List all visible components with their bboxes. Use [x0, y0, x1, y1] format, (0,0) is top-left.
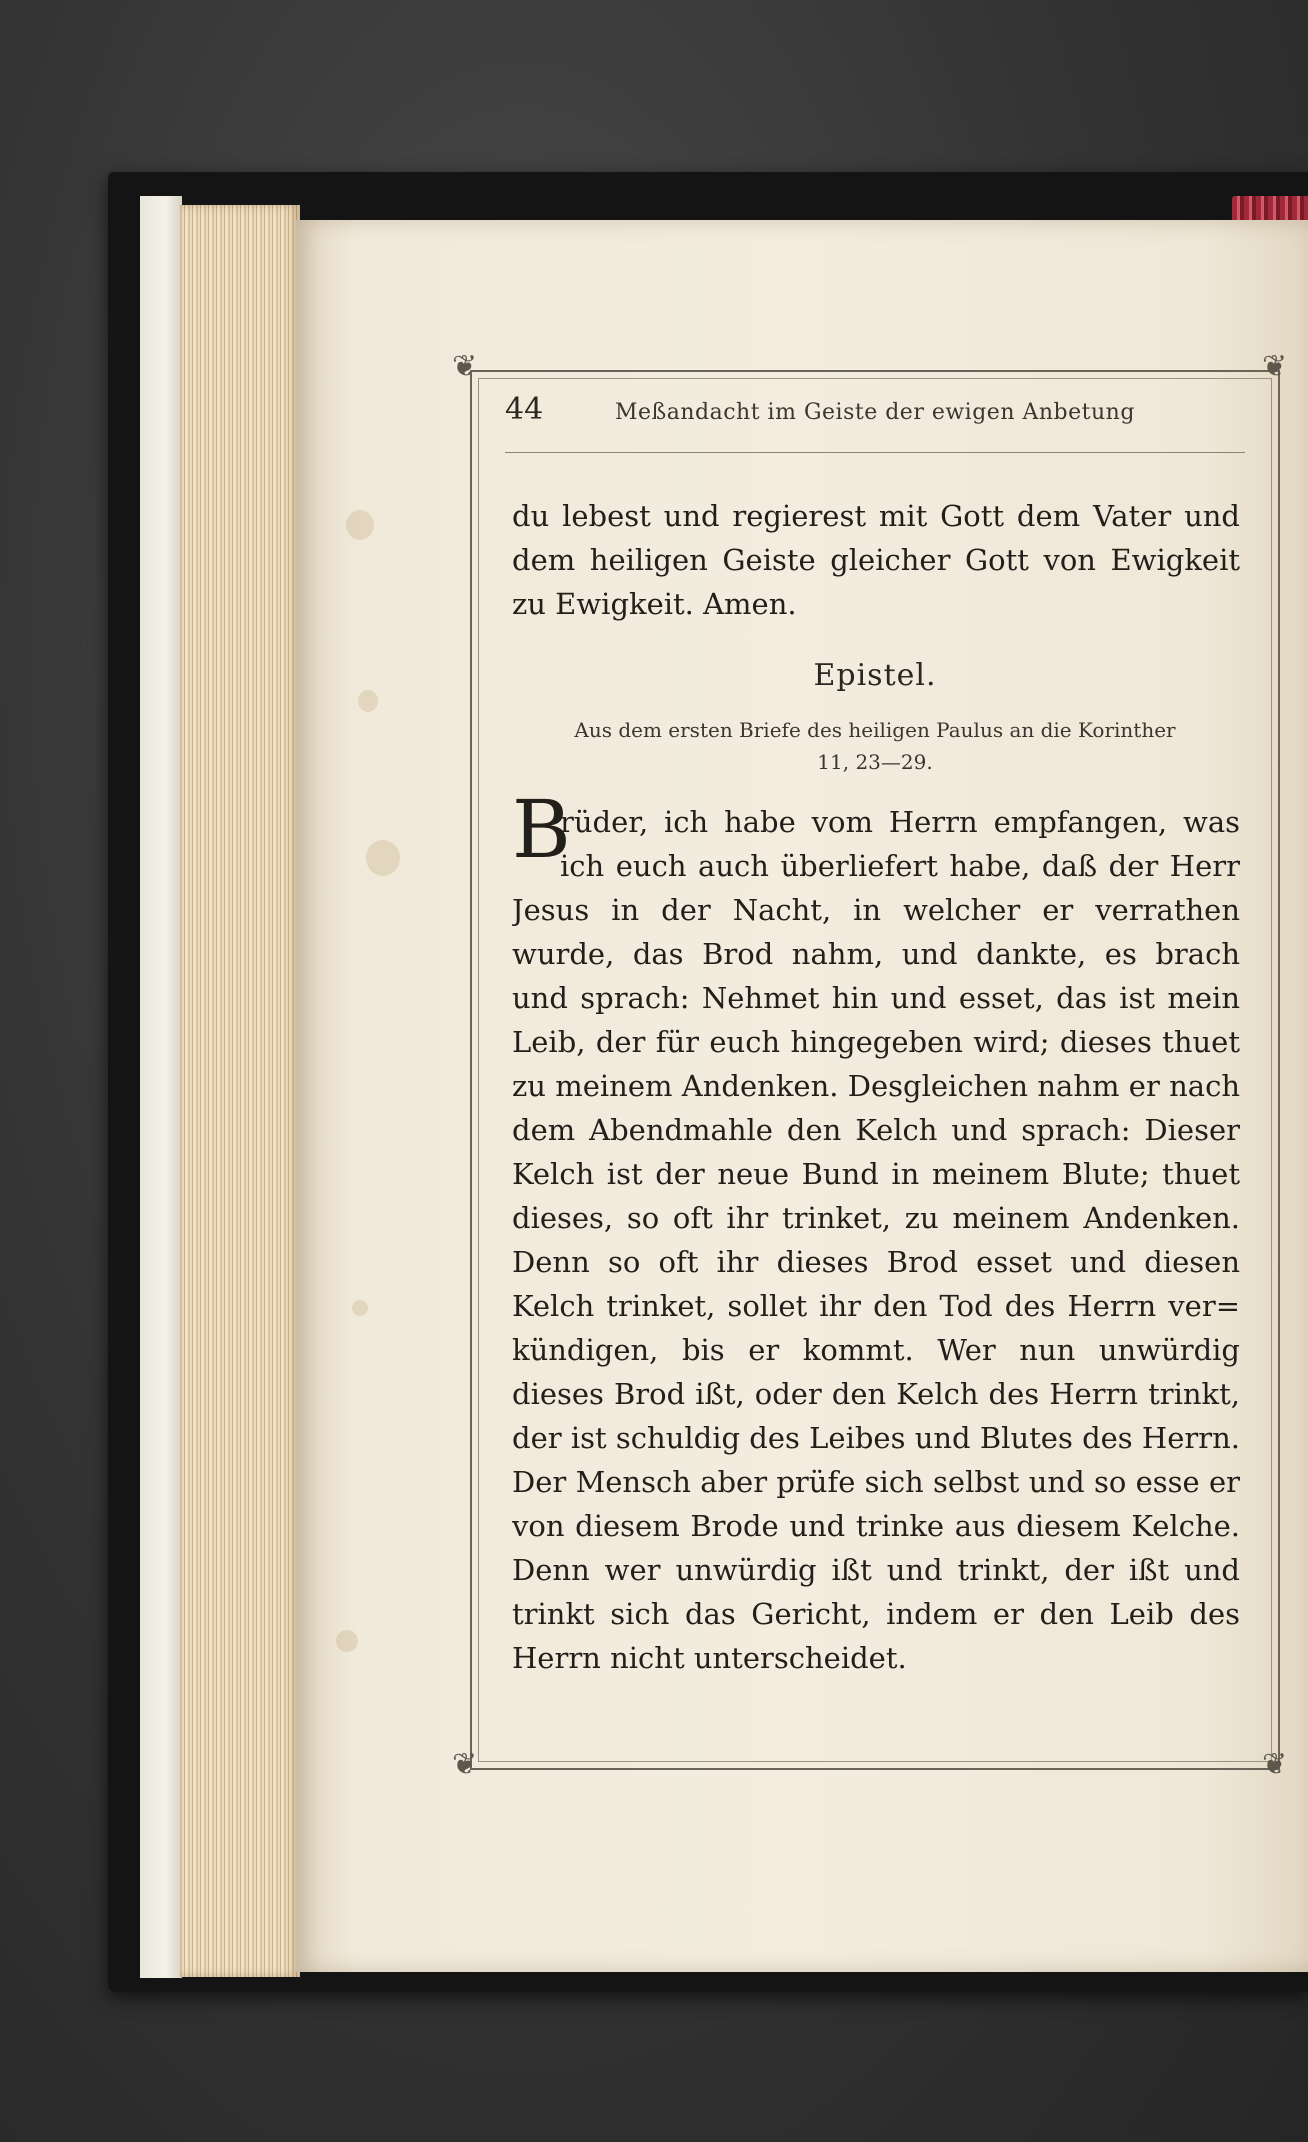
section-heading: Epistel.: [813, 658, 937, 693]
text-line: dieses, so oft ihr trinket, zu meinem Andenken.: [512, 1201, 1240, 1235]
foxing-spot: [346, 510, 374, 540]
running-head: [505, 392, 1245, 432]
text-line: zu Ewigkeit. Amen.: [512, 587, 797, 621]
page-number: 44: [505, 392, 544, 427]
text-line: dem heiligen Geiste gleicher Gott von Ewigkeit: [512, 543, 1240, 577]
text-line: Herrn nicht unterscheidet.: [512, 1641, 907, 1675]
frame-ornament-icon: ❦: [452, 1747, 478, 1782]
text-line: kündigen, bis er kommt. Wer nun unwürdig: [512, 1333, 1240, 1367]
text-line: wurde, das Brod nahm, und dankte, es brach: [512, 937, 1240, 971]
text-line: Kelch trinket, sollet ihr den Tod des Herrn ver=: [512, 1289, 1240, 1323]
drop-initial: B: [512, 783, 571, 876]
reference-line: 11, 23—29.: [817, 750, 933, 774]
text-line: zu meinem Andenken. Desgleichen nahm er nach: [512, 1069, 1240, 1103]
text-line: dem Abendmahle den Kelch und sprach: Dieser: [512, 1113, 1240, 1147]
text-line: von diesem Brode und trinke aus diesem Kelche.: [512, 1509, 1240, 1543]
text-line: ich euch auch überliefert habe, daß der Herr: [560, 849, 1240, 883]
text-line: Denn wer unwürdig ißt und trinkt, der ißt und: [512, 1553, 1240, 1587]
scripture-reference: [505, 714, 1245, 778]
foxing-spot: [352, 1300, 368, 1316]
text-line: rüder, ich habe vom Herrn empfangen, was: [560, 805, 1240, 839]
reference-line: Aus dem ersten Briefe des heiligen Paulus an die Korinther: [574, 718, 1176, 742]
header-rule: [505, 452, 1245, 453]
foxing-spot: [358, 690, 378, 712]
frame-ornament-icon: ❦: [1262, 349, 1288, 384]
foxing-spot: [336, 1630, 358, 1652]
text-line: du lebest und regierest mit Gott dem Vater und: [512, 499, 1240, 533]
text-line: Kelch ist der neue Bund in meinem Blute; thuet: [512, 1157, 1240, 1191]
prayer-ending: [512, 494, 1240, 626]
text-line: Jesus in der Nacht, in welcher er verrathen: [512, 893, 1240, 927]
epistle-text: [512, 800, 1240, 1680]
text-line: Der Mensch aber prüfe sich selbst und so esse er: [512, 1465, 1240, 1499]
page-edges: [180, 205, 300, 1977]
frame-ornament-icon: ❦: [1262, 1747, 1288, 1782]
text-line: dieses Brod ißt, oder den Kelch des Herrn trinkt,: [512, 1377, 1240, 1411]
text-line: Leib, der für euch hingegeben wird; dieses thuet: [512, 1025, 1240, 1059]
foxing-spot: [366, 840, 400, 876]
endpaper: [140, 196, 182, 1978]
text-line: der ist schuldig des Leibes und Blutes des Herrn.: [512, 1421, 1240, 1455]
running-title: Meßandacht im Geiste der ewigen Anbetung: [615, 400, 1135, 425]
text-line: Denn so oft ihr dieses Brod esset und diesen: [512, 1245, 1240, 1279]
text-line: und sprach: Nehmet hin und esset, das ist mein: [512, 981, 1240, 1015]
frame-ornament-icon: ❦: [452, 349, 478, 384]
text-line: trinkt sich das Gericht, indem er den Leib des: [512, 1597, 1240, 1631]
